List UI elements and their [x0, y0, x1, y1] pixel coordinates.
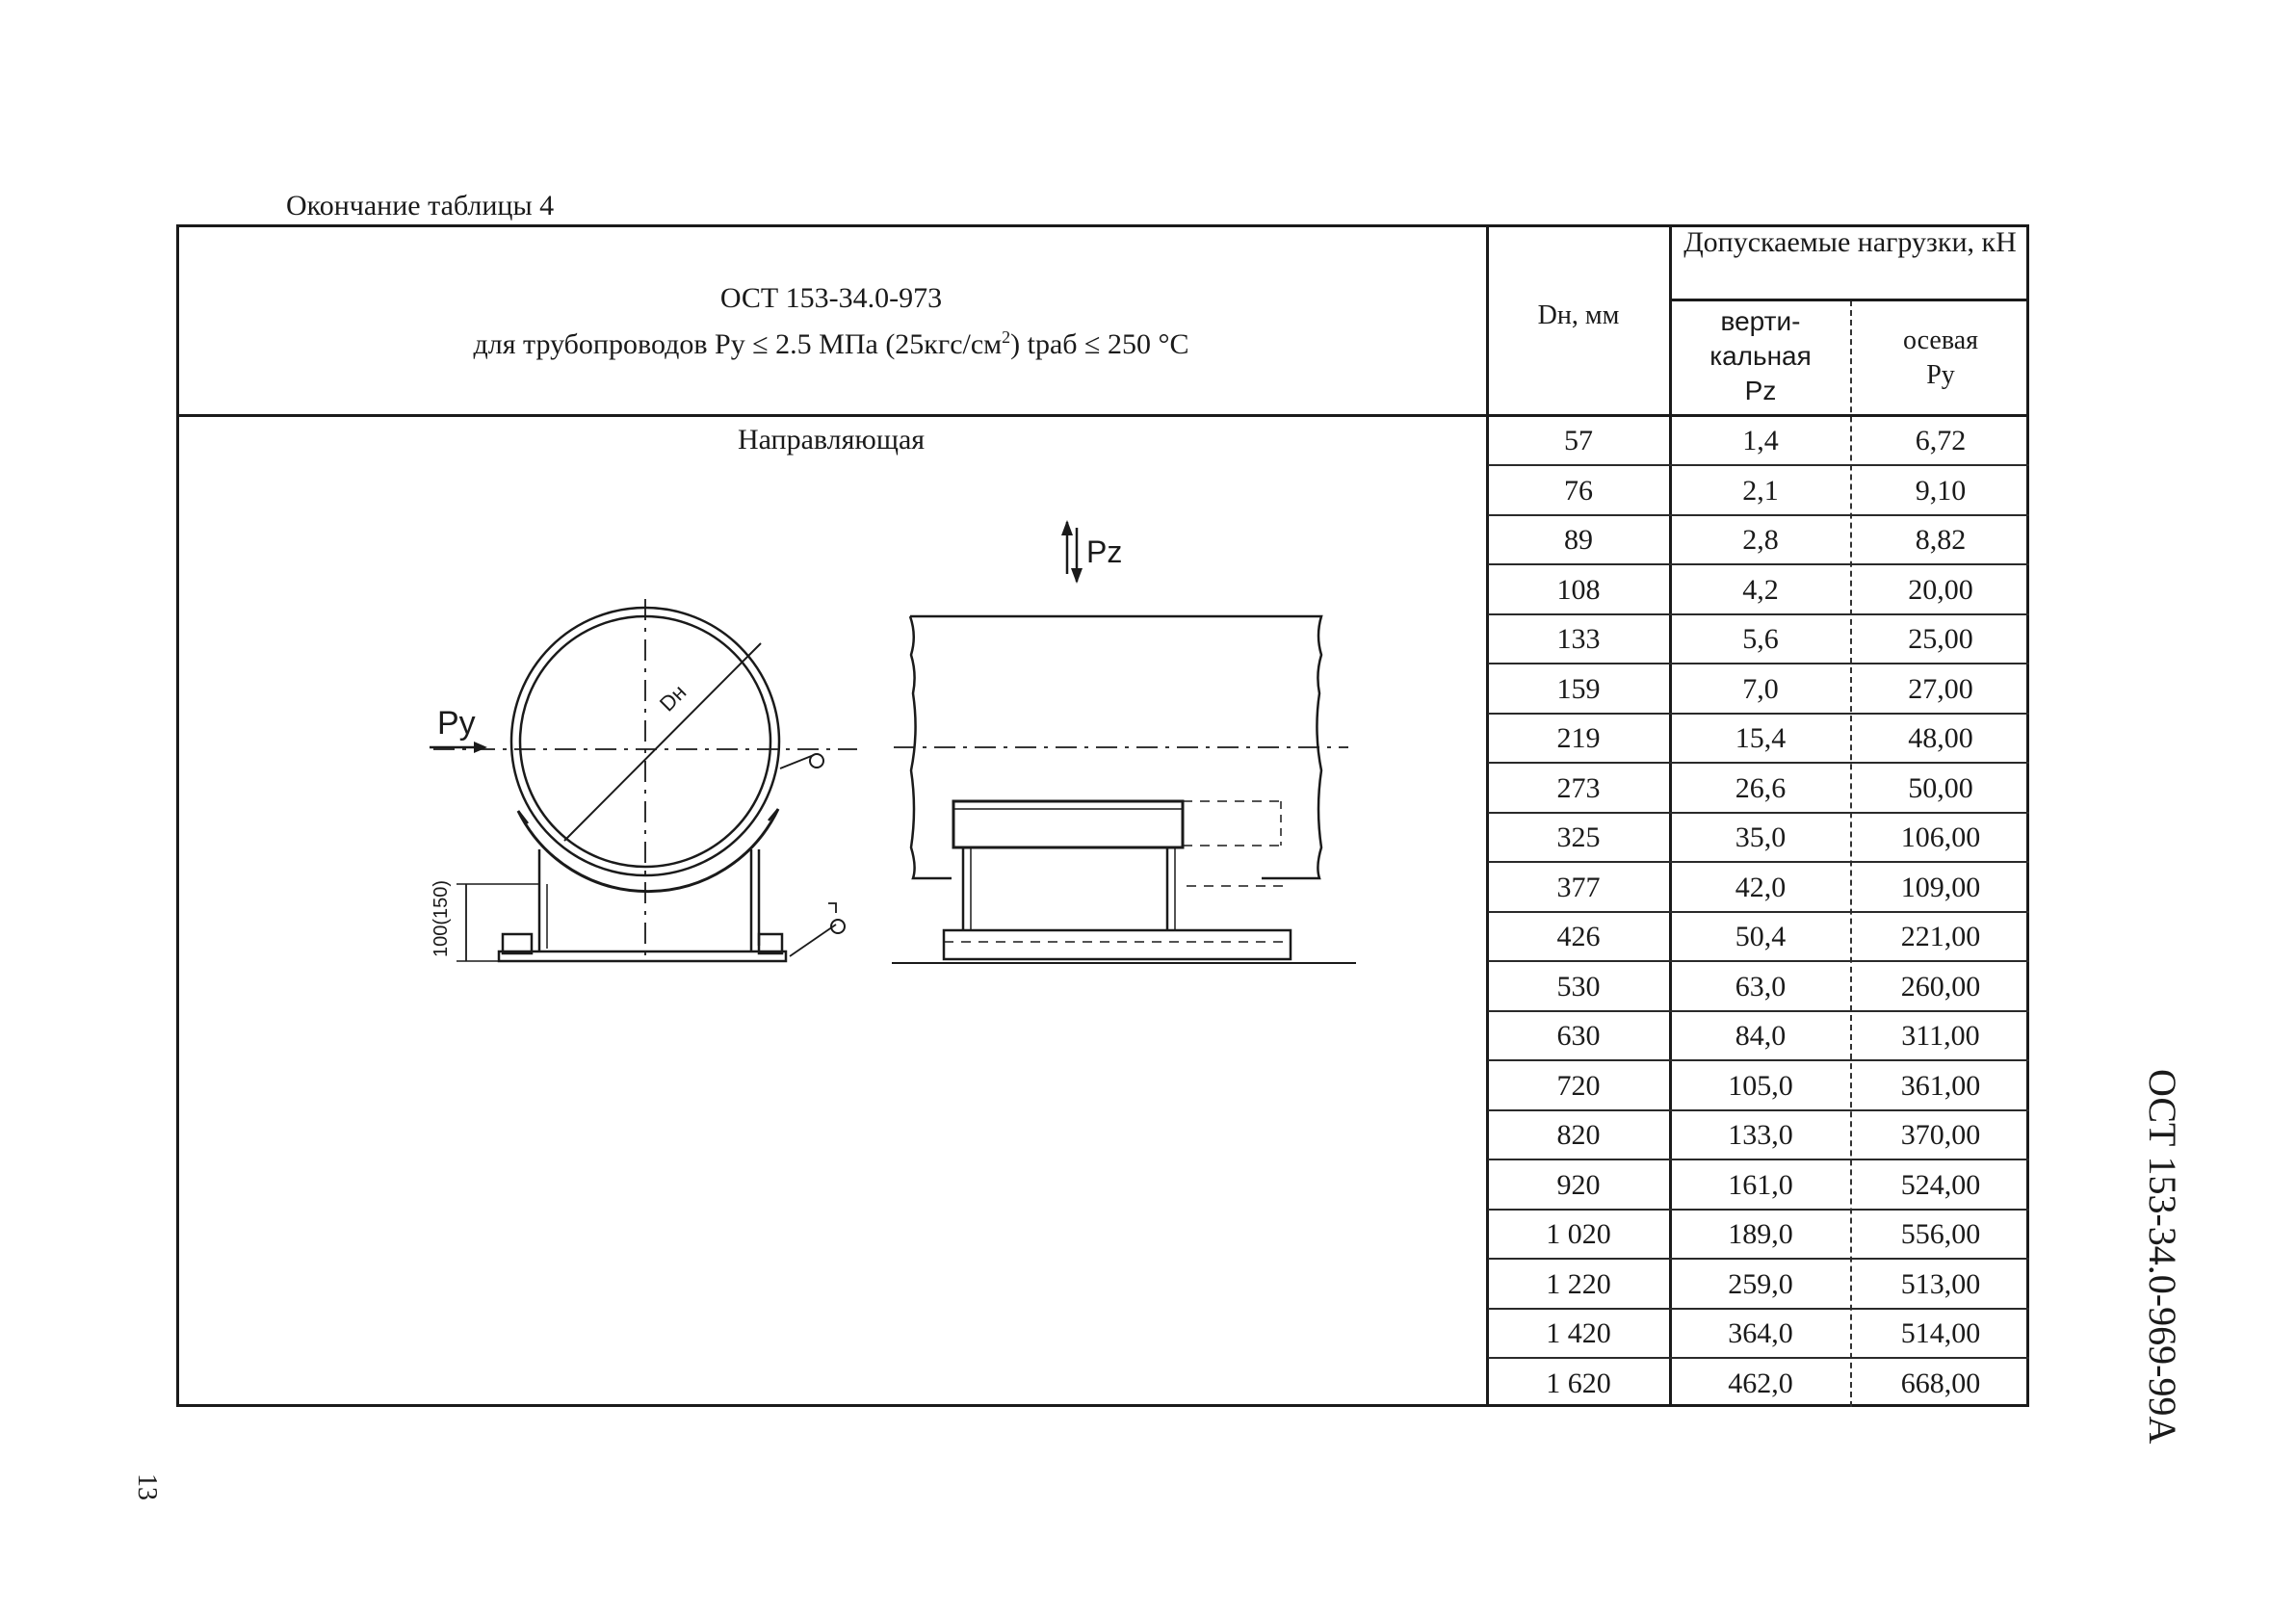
header-py: осевая Py — [1902, 326, 1979, 390]
cell-py: 361,00 — [1900, 1069, 1981, 1102]
cell-dn: 920 — [1556, 1168, 1601, 1201]
cell-py: 513,00 — [1900, 1267, 1981, 1300]
cell-dn: 57 — [1564, 425, 1593, 456]
label-py: Py — [437, 705, 476, 742]
cell-py: 221,00 — [1900, 921, 1981, 952]
cell-pz: 15,4 — [1735, 722, 1787, 754]
cell-pz: 42,0 — [1735, 871, 1787, 903]
cell-py: 20,00 — [1908, 573, 1973, 606]
label-dn: Dн — [654, 680, 691, 716]
cell-pz: 259,0 — [1728, 1267, 1793, 1300]
cell-pz: 50,4 — [1735, 921, 1787, 952]
page-number: 13 — [132, 1473, 162, 1500]
cell-dn: 820 — [1556, 1119, 1601, 1151]
side-view — [892, 522, 1356, 963]
cell-pz: 84,0 — [1735, 1020, 1787, 1052]
cell-pz: 2,8 — [1742, 524, 1779, 556]
cell-dn: 530 — [1556, 970, 1601, 1003]
label-height: 100(150) — [430, 879, 452, 957]
cell-dn: 1 620 — [1546, 1367, 1611, 1399]
cell-dn: 426 — [1556, 921, 1601, 952]
cell-pz: 462,0 — [1728, 1367, 1793, 1399]
cell-py: 106,00 — [1900, 821, 1981, 853]
cell-pz: 189,0 — [1728, 1218, 1793, 1250]
cell-dn: 108 — [1556, 573, 1601, 606]
header-dn: Dн, мм — [1537, 300, 1620, 330]
cell-py: 50,00 — [1908, 771, 1973, 804]
standard-code: ОСТ 153-34.0-973 — [719, 282, 943, 314]
cell-dn: 219 — [1556, 722, 1601, 754]
cell-py: 311,00 — [1901, 1020, 1980, 1052]
cell-py: 48,00 — [1908, 722, 1973, 754]
header-loads: Допускаемые нагрузки, кН — [1683, 226, 2017, 258]
cell-pz: 5,6 — [1742, 623, 1779, 655]
cell-pz: 35,0 — [1735, 821, 1787, 853]
cell-pz: 133,0 — [1728, 1119, 1793, 1151]
cell-py: 25,00 — [1908, 623, 1973, 655]
cell-pz: 105,0 — [1728, 1069, 1793, 1102]
py-arrow-icon — [474, 742, 487, 753]
cell-py: 8,82 — [1915, 524, 1967, 556]
saddle — [518, 809, 778, 892]
cell-py: 109,00 — [1900, 871, 1981, 903]
cell-dn: 1 420 — [1546, 1317, 1611, 1349]
cell-pz: 2,1 — [1742, 474, 1779, 507]
cell-pz: 63,0 — [1735, 970, 1787, 1003]
cell-dn: 76 — [1564, 474, 1593, 507]
cell-dn: 89 — [1564, 524, 1593, 556]
label-pz: Pz — [1086, 534, 1123, 569]
header-pz: верти- кальная Pz — [1709, 306, 1812, 405]
cell-dn: 377 — [1556, 871, 1601, 903]
cell-dn: 1 220 — [1546, 1267, 1611, 1300]
side-document-code: ОСТ 153-34.0-969-99А — [2141, 1069, 2184, 1445]
cell-dn: 273 — [1556, 771, 1601, 804]
cell-pz: 4,2 — [1742, 573, 1779, 606]
front-view — [430, 599, 857, 963]
section-title: Направляющая — [737, 424, 926, 456]
cell-py: 9,10 — [1915, 474, 1967, 507]
pz-arrow-up-icon — [1061, 520, 1073, 535]
cell-dn: 720 — [1556, 1069, 1601, 1102]
cell-py: 260,00 — [1900, 970, 1981, 1003]
cell-dn: 325 — [1556, 821, 1601, 853]
cell-dn: 159 — [1556, 672, 1601, 705]
cell-py: 6,72 — [1915, 425, 1967, 456]
cell-py: 668,00 — [1900, 1367, 1981, 1399]
cell-py: 524,00 — [1900, 1168, 1981, 1201]
cell-pz: 7,0 — [1742, 672, 1779, 705]
pz-arrow-down-icon — [1071, 568, 1083, 584]
standard-conditions: для трубопроводов Py ≤ 2.5 МПа $(25кгс/см^2)$ tраб ≤ 250 °С — [473, 327, 1189, 360]
cell-dn: 133 — [1556, 623, 1601, 655]
cell-py: 370,00 — [1900, 1119, 1981, 1151]
cell-pz: 26,6 — [1735, 771, 1787, 804]
cell-pz: 364,0 — [1728, 1317, 1793, 1349]
cell-py: 514,00 — [1900, 1317, 1981, 1349]
cell-dn: 630 — [1556, 1020, 1601, 1052]
cell-dn: 1 020 — [1546, 1218, 1611, 1250]
cell-py: 27,00 — [1908, 672, 1973, 705]
cell-pz: 1,4 — [1742, 425, 1779, 456]
cell-py: 556,00 — [1900, 1218, 1981, 1250]
table-caption: Окончание таблицы 4 — [286, 190, 555, 221]
cell-pz: 161,0 — [1728, 1168, 1793, 1201]
